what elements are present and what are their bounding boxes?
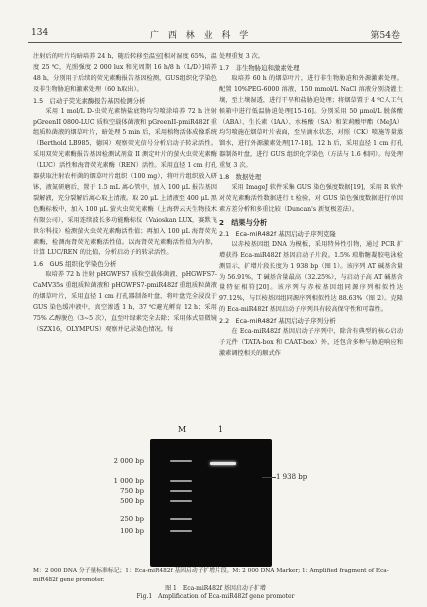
section-heading: 2 结果与分析: [219, 217, 268, 227]
marker-band-2000: [170, 460, 192, 462]
marker-label-250: 250 bp: [120, 515, 144, 523]
sample-band: [210, 462, 236, 465]
journal-title: 广 西 林 业 科 学: [150, 31, 252, 41]
lane-label-sample: 1: [218, 425, 224, 434]
header-rule: [28, 42, 402, 43]
paragraph: 采用 1 mol/L D-虫荧光素钠盐底物均匀喷涂培养 72 h 注射 pGreenII 0800-LUC 质粒空载体菌液和 pGreenII-pmiR482f 重组质粒菌液的烟草叶片，暗处理 5 min 后，采用植物活体成像系统（Berthold LB985，德国）观察荧光信号分析启动子转录活性。采用双荧光素酶报告基因检测试剂盒 II 测定叶片的萤火虫荧光素酶（LUC）活性和海肾荧光素酶（REN）活性。采用直径 1 cm 打孔器获取注射农杆菌的烟草叶片组织（100 mg），将叶片组织放入研钵，液氮研磨后，置于 1.5 mL 离心管中，加入 100 μL 报告基因裂解液，充分裂解后离心取上清液。取 20 μL 上清液至 400 μL 黑色酶标板中，加入 100 μL 萤火虫荧光素酶（上海碧云天生物技术有限公司），采用连续波长多功能酶标仪（Vaioskan LUX，赛默飞世尔科技）检测萤火虫荧光素酶活性值；再加入 100 μL 海肾荧光素酶，检测海肾荧光素酶活性值。以海肾荧光素酶活性值为内参，计算 LUC/REN 的比值，分析启动子的转录活性。: [33, 107, 217, 257]
paragraph: 取培养 72 h 注射 pHGWFS7 质粒空载体菌液、pHGWFS7-CaMV35s 重组质粒菌液和 pHGWFS7-pmiR482f 重组质粒菌液的烟草叶片，采用直径 1 cm 打孔器制备叶盘，将叶盘完全浸没于 GUS 染色缓冲液中，真空渗透 1 h，37 ℃避光孵育 12 h；采用 75% 乙醇脱色（3~5 次），直至叶绿素完全去除；采用体式显微镜（SZX16，OLYMPUS）观察并记录染色情况。每: [33, 271, 217, 333]
marker-label-2000: 2 000 bp: [113, 457, 144, 465]
paragraph: 取培养 60 h 的烟草叶片，进行非生物胁迫和外源激素处理。配置 10%PEG-6000 溶液，150 mmol/L NaCl 溶液分别浇灌土壤，至土壤湿透，进行干旱和盐胁迫处理；将烟草置于 4 ℃人工气候箱中进行低温胁迫处理[15-16]。分别采用 50 μmol/L 脱落酸（ABA）、生长素（IAA）、水杨酸（SA）和茉莉酸甲酯（MeJA）均匀喷施在烟草叶片表面，至呈滴水状态，对照（CK）喷施等量蒸馏水，进行外源激素处理[17-18]。12 h 后，采用直径 1 cm 打孔器制备叶盘，进行 GUS 组织化学染色（方法与 1.6 相同）。每处理重复 3 次。: [219, 74, 403, 170]
marker-band-100: [170, 530, 192, 532]
page-number: 134: [31, 28, 49, 38]
section-heading: 1.7 非生物胁迫和激素处理: [219, 63, 300, 72]
marker-band-1000: [170, 480, 192, 482]
section-heading: 1.5 启动子荧光素酶报告基因检测分析: [33, 96, 146, 105]
marker-band-750: [170, 490, 192, 492]
paragraph: 采用 ImageJ 软件采集 GUS 染色强度数据[19]，采用 R 软件对荧光素酶活性数据进行 t 检验，对 GUS 染色强度数据进行单因素方差分析和多重比较（Duncan's 新复极差法）。: [219, 184, 403, 213]
paragraph: 以赤桉基因组 DNA 为模板，采用特异性引物，通过 PCR 扩增获得 Eca-miR482f 基因启动子片段。1.5% 琼脂糖凝胶电泳检测显示，扩增片段长度为 1 938 bp（图 1）。该序列 AT 碱基含量为 56.91%，T 碱基含量最高（32.25%），与启动子高 AT 碱基含量特征相符[20]。该序列与赤桉基因组同源序列相似性达 97.12%，与巨桉基因组同源序列相似性达 88.63%（图 2）。克隆的 Eca-miR482f 基因启动子序列具有较高保守性和可靠性。: [219, 240, 403, 314]
lane-label-marker: M: [178, 425, 187, 434]
gel-image: [150, 439, 272, 567]
volume-label: 第54卷: [370, 31, 400, 41]
marker-label-750: 750 bp: [120, 487, 144, 495]
band-size-label: 1 938 bp: [276, 473, 308, 481]
paragraph: 注射后的叶片均暗培养 24 h，随后转移至温室[相对湿度 65%，温度 25 ℃，光照强度 2 000 lux 和光周期 16 h/8 h（L/D）]培养 48 h，分别用于后续的荧光素酶报告基因检测，GUS组织化学染色及非生物胁迫和激素处理（60 h取出）。: [33, 53, 217, 93]
figure-title: [33, 585, 398, 600]
marker-band-500: [170, 500, 192, 502]
figure-title-en: Fig.1 Amplification of Eca-miR482f gene promoter: [136, 592, 295, 600]
marker-band-250: [170, 518, 192, 520]
marker-label-100: 100 bp: [120, 527, 144, 535]
section-heading: 1.8 数据处理: [219, 173, 262, 182]
marker-label-1000: 1 000 bp: [113, 477, 144, 485]
gel-figure: [113, 425, 308, 577]
figure-title-cn: 图 1 Eca-miR482f 基因启动子扩增: [165, 585, 266, 592]
section-heading: 1.6 GUS 组织化学染色分析: [33, 260, 117, 269]
paragraph: 在 Eca-miR482f 基因启动子序列中，除含有典型的核心启动子元件（TATA-box 和 CAAT-box）外，还包含多种与胁迫响应和激素调控相关的顺式作: [219, 328, 403, 357]
left-column: [33, 52, 217, 336]
section-heading: 2.1 Eca-miR482f 基因启动子序列克隆: [219, 229, 336, 238]
band-size-pointer: [262, 477, 276, 478]
paragraph: 处理重复 3 次。: [219, 53, 264, 60]
section-heading: 2.2 Eca-miR482f 基因启动子序列分析: [219, 317, 336, 326]
figure-caption: M：2 000 DNA 分子量标准标记；1：Eca-miR482f 基因启动子扩增片段。M: 2 000 DNA Marker; 1: Amplified fragment of Eca-miR482f gene promoter.: [33, 568, 389, 583]
page-header: [0, 0, 427, 44]
marker-label-500: 500 bp: [120, 497, 144, 505]
right-column: [219, 52, 403, 360]
